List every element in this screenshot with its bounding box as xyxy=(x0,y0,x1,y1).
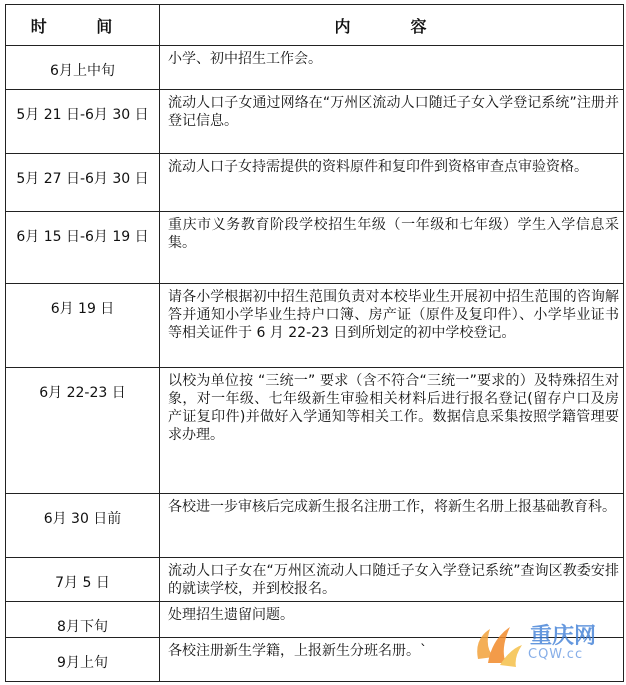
row-time: 5月 27 日-6月 30 日 xyxy=(6,154,160,212)
row-time: 6月 22-23 日 xyxy=(6,368,160,494)
row-time: 6月 19 日 xyxy=(6,284,160,368)
header-time: 时 间 xyxy=(6,5,160,46)
watermark-name: 重庆网 xyxy=(530,624,597,649)
row-content: 各校注册新生学籍，上报新生分班名册。` xyxy=(160,638,624,682)
watermark-url: CQW.cc xyxy=(528,647,584,662)
header-content: 内 容 xyxy=(160,5,624,46)
table-row xyxy=(6,90,624,154)
row-content: 重庆市义务教育阶段学校招生年级（一年级和七年级）学生入学信息采集。 xyxy=(160,212,624,284)
table-row xyxy=(6,368,624,494)
row-time: 6月上中旬 xyxy=(6,46,160,90)
table-row xyxy=(6,494,624,558)
row-content: 流动人口子女持需提供的资料原件和复印件到资格审查点审验资格。 xyxy=(160,154,624,212)
row-content: 小学、初中招生工作会。 xyxy=(160,46,624,90)
row-content: 以校为单位按 “三统一” 要求（含不符合“三统一”要求的）及特殊招生对象，对一年级、七年级新生审验相关材料后进行报名登记(留存户口及房产证复印件)并做好入学通知等相关工作。数据信息采集按照学籍管理要求办理。 xyxy=(160,368,624,494)
row-time: 6月 30 日前 xyxy=(6,494,160,558)
row-content: 流动人口子女在“万州区流动人口随迁子女入学登记系统”查询区教委安排的就读学校，并到校报名。 xyxy=(160,558,624,602)
table-row xyxy=(6,212,624,284)
row-content: 流动人口子女通过网络在“万州区流动人口随迁子女入学登记系统”注册并登记信息。 xyxy=(160,90,624,154)
table-row xyxy=(6,284,624,368)
row-time: 9月上旬 xyxy=(6,638,160,682)
watermark xyxy=(470,617,608,671)
row-content: 请各小学根据初中招生范围负责对本校毕业生开展初中招生范围的咨询解答并通知小学毕业生持户口簿、房产证（原件及复印件）、小学毕业证书等相关证件于 6 月 22-23 日到所划定的初中学校登记。 xyxy=(160,284,624,368)
row-content: 处理招生遗留问题。 xyxy=(160,602,624,638)
row-content: 各校进一步审核后完成新生报名注册工作，将新生名册上报基础教育科。 xyxy=(160,494,624,558)
row-time: 8月下旬 xyxy=(6,602,160,638)
header-row xyxy=(6,5,624,46)
table-row xyxy=(6,46,624,90)
table-row xyxy=(6,558,624,602)
schedule-table xyxy=(5,4,624,682)
cqw-logo-icon xyxy=(470,619,526,669)
table-row xyxy=(6,154,624,212)
row-time: 7月 5 日 xyxy=(6,558,160,602)
row-time: 5月 21 日-6月 30 日 xyxy=(6,90,160,154)
row-time: 6月 15 日-6月 19 日 xyxy=(6,212,160,284)
